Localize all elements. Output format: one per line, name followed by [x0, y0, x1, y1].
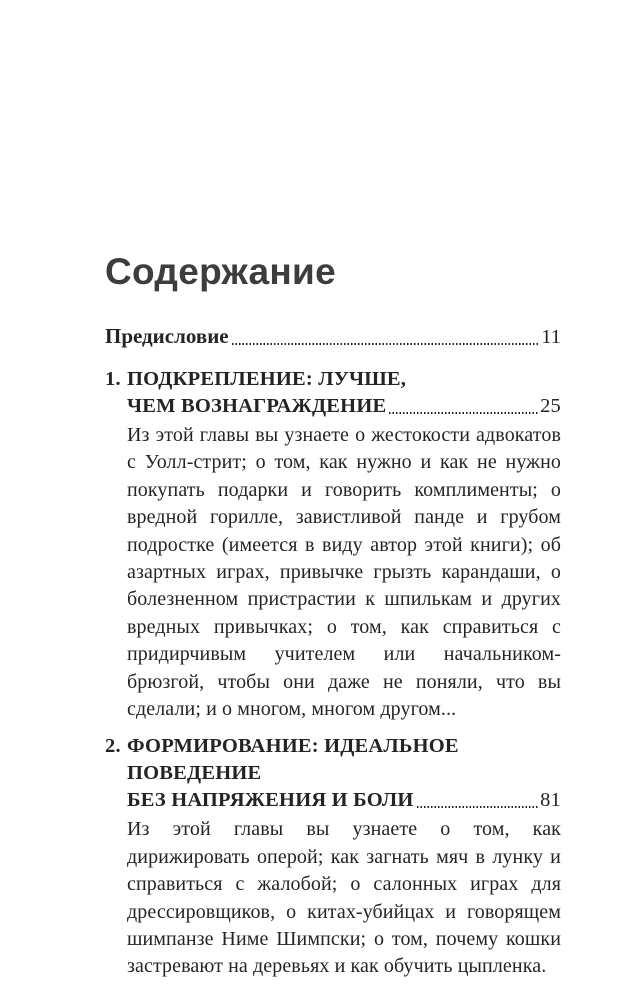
preface-page-number: 11	[541, 325, 561, 348]
dotted-leader	[389, 393, 539, 420]
table-of-contents	[105, 322, 561, 981]
preface-label: Предисловие	[105, 323, 229, 348]
chapter-2-heading[interactable]	[105, 733, 561, 814]
chapter-2-title-line2: БЕЗ НАПРЯЖЕНИЯ И БОЛИ	[127, 789, 414, 812]
chapter-1-number: 1.	[105, 367, 121, 390]
toc-entry-chapter-1	[105, 366, 561, 723]
chapter-2-description: Из этой главы вы узнаете о том, как дирижировать оперой; как загнать мяч в лунку и справиться с жалобой; о салонных играх для дрессировщиков, о китах-убийцах и говорящем шимпанзе Ниме Шимпски; о том, почему кошки застревают на деревьях и как обучить цыпленка.	[127, 818, 561, 978]
chapter-1-description: Из этой главы вы узнаете о жестокости адвокатов с Уолл-стрит; о том, как нужно и как не нужно покупать подарки и говорить комплименты; о вредной горилле, завистливой панде и грубом подростке (имеется в виду автор этой книги); об азартных играх, привычке грызть карандаши, о болезненном пристрастии к шпилькам и других вредных привычках; о том, как справиться с придирчивым учителем или начальником-брюзгой, чтобы они даже не поняли, что вы сделали; и о многом, многом другом...	[127, 423, 561, 721]
chapter-1-page-number: 25	[540, 394, 561, 417]
dotted-leader	[232, 322, 541, 351]
chapter-1-title-line2: ЧЕМ ВОЗНАГРАЖДЕНИЕ	[127, 394, 387, 417]
toc-entry-preface[interactable]	[105, 322, 561, 351]
chapter-2-page-number: 81	[540, 789, 561, 812]
toc-content	[105, 0, 561, 981]
chapter-1-title-line1: ПОДКРЕПЛЕНИЕ: ЛУЧШЕ,	[127, 367, 407, 390]
chapter-2-number: 2.	[105, 735, 121, 758]
chapter-1-heading[interactable]	[105, 366, 561, 420]
page-title: Содержание	[105, 251, 336, 292]
toc-entry-chapter-2	[105, 733, 561, 980]
dotted-leader	[417, 787, 540, 814]
chapter-2-title-line1: ФОРМИРОВАНИЕ: ИДЕАЛЬНОЕ ПОВЕДЕНИЕ	[127, 735, 459, 785]
